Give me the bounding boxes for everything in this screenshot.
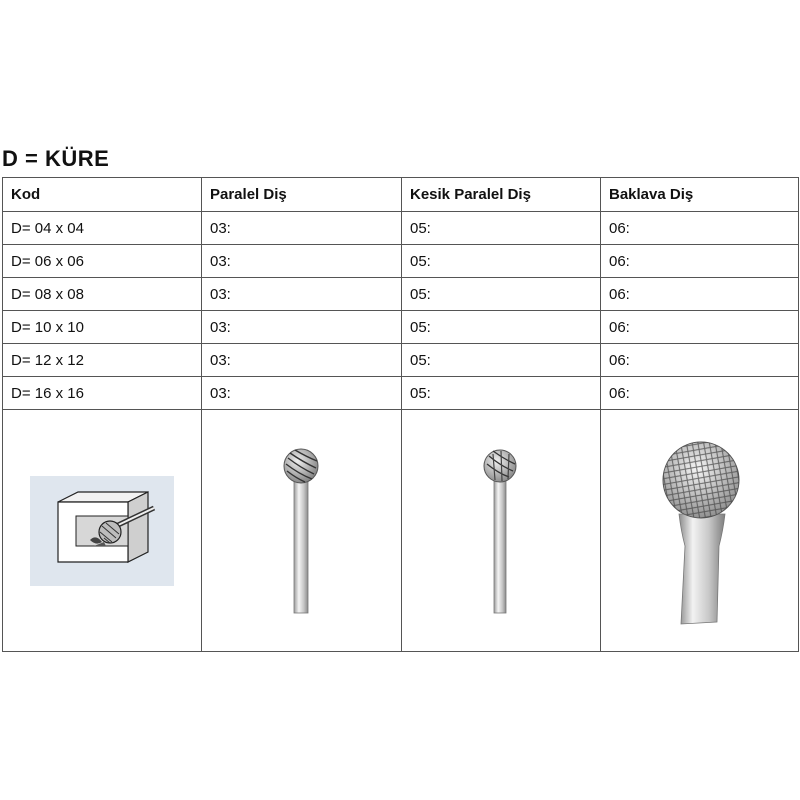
ball-burr-kesik-paralel-icon — [471, 446, 531, 616]
ball-burr-baklava-icon — [645, 436, 755, 626]
cell-kod: D= 04 x 04 — [3, 212, 202, 245]
paralel-image-cell — [202, 410, 402, 652]
cell-paralel: 03: — [202, 311, 402, 344]
kesik-image-cell — [402, 410, 601, 652]
cell-kod: D= 06 x 06 — [3, 245, 202, 278]
header-baklava-dis: Baklava Diş — [601, 178, 799, 212]
table-header-row — [3, 178, 799, 212]
image-row — [3, 410, 799, 652]
cell-baklava: 06: — [601, 245, 799, 278]
cell-kod: D= 10 x 10 — [3, 311, 202, 344]
usage-illustration-icon — [30, 476, 174, 586]
cell-kod: D= 12 x 12 — [3, 344, 202, 377]
table-row — [3, 377, 799, 410]
header-kod: Kod — [3, 178, 202, 212]
usage-illustration-cell — [3, 410, 202, 652]
cell-kesik: 05: — [402, 377, 601, 410]
table-row — [3, 212, 799, 245]
cell-baklava: 06: — [601, 278, 799, 311]
table-row — [3, 245, 799, 278]
cell-kesik: 05: — [402, 344, 601, 377]
cell-kod: D= 08 x 08 — [3, 278, 202, 311]
table-row — [3, 311, 799, 344]
header-paralel-dis: Paralel Diş — [202, 178, 402, 212]
cell-paralel: 03: — [202, 278, 402, 311]
cell-kesik: 05: — [402, 278, 601, 311]
page-title: D = KÜRE — [2, 146, 110, 171]
cell-kesik: 05: — [402, 212, 601, 245]
cell-baklava: 06: — [601, 377, 799, 410]
table-row — [3, 278, 799, 311]
cell-kod: D= 16 x 16 — [3, 377, 202, 410]
cell-paralel: 03: — [202, 245, 402, 278]
cell-paralel: 03: — [202, 377, 402, 410]
cell-paralel: 03: — [202, 212, 402, 245]
cell-baklava: 06: — [601, 311, 799, 344]
header-kesik-paralel-dis: Kesik Paralel Diş — [402, 178, 601, 212]
cell-baklava: 06: — [601, 344, 799, 377]
cell-baklava: 06: — [601, 212, 799, 245]
product-table — [2, 177, 799, 652]
cell-kesik: 05: — [402, 245, 601, 278]
cell-kesik: 05: — [402, 311, 601, 344]
baklava-image-cell — [601, 410, 799, 652]
table-row — [3, 344, 799, 377]
cell-paralel: 03: — [202, 344, 402, 377]
ball-burr-paralel-icon — [272, 446, 332, 616]
